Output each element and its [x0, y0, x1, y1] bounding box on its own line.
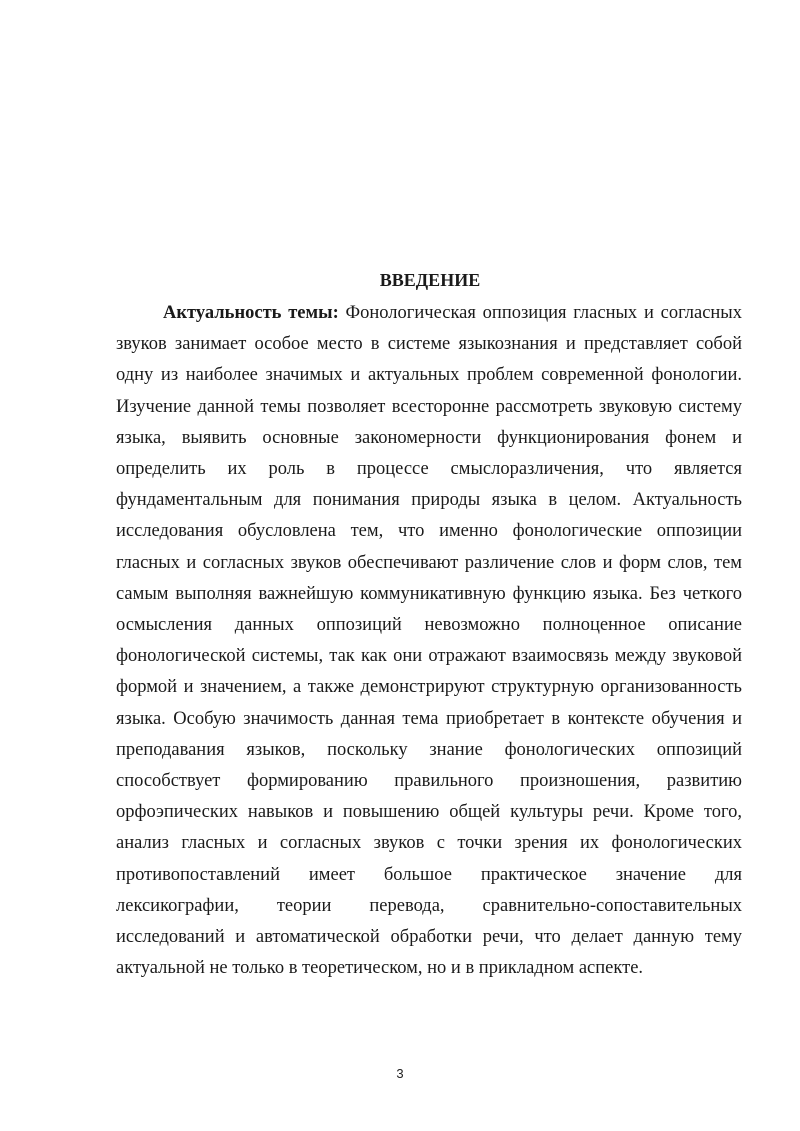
section-heading: ВВЕДЕНИЕ: [379, 270, 481, 290]
lead-phrase: Актуальность темы:: [163, 303, 339, 323]
body-paragraph: [116, 298, 742, 984]
paragraph-text: Фонологическая оппозиция гласных и согласных звуков занимает особое место в системе языкознания и представляет собой одну из наиболее значимых и актуальных проблем современной фонологии. Изучение данной темы позволяет всесторонне рассмотреть звуковую систему языка, выявить основные закономерности функционирования фонем и определить их роль в процессе смыслоразличения, что является фундаментальным для понимания природы языка в целом. Актуальность исследования обусловлена тем, что именно фонологические оппозиции гласных и согласных звуков обеспечивают различение слов и форм слов, тем самым выполняя важнейшую коммуникативную функцию языка. Без четкого осмысления данных оппозиций невозможно полноценное описание фонологической системы, так как они отражают взаимосвязь между звуковой формой и значением, а также демонстрируют структурную организованность языка. Особую значимость данная тема приобретает в контексте обучения и преподавания языков, поскольку знание фонологических оппозиций способствует формированию правильного произношения, развитию орфоэпических навыков и повышению общей культуры речи. Кроме того, анализ гласных и согласных звуков с точки зрения их фонологических противопоставлений имеет большое практическое значение для лексикографии, теории перевода, сравнительно-сопоставительных исследований и автоматической обработки речи, что делает данную тему актуальной не только в теоретическом, но и в прикладном аспекте.: [116, 303, 742, 979]
page-number: 3: [396, 1066, 404, 1081]
